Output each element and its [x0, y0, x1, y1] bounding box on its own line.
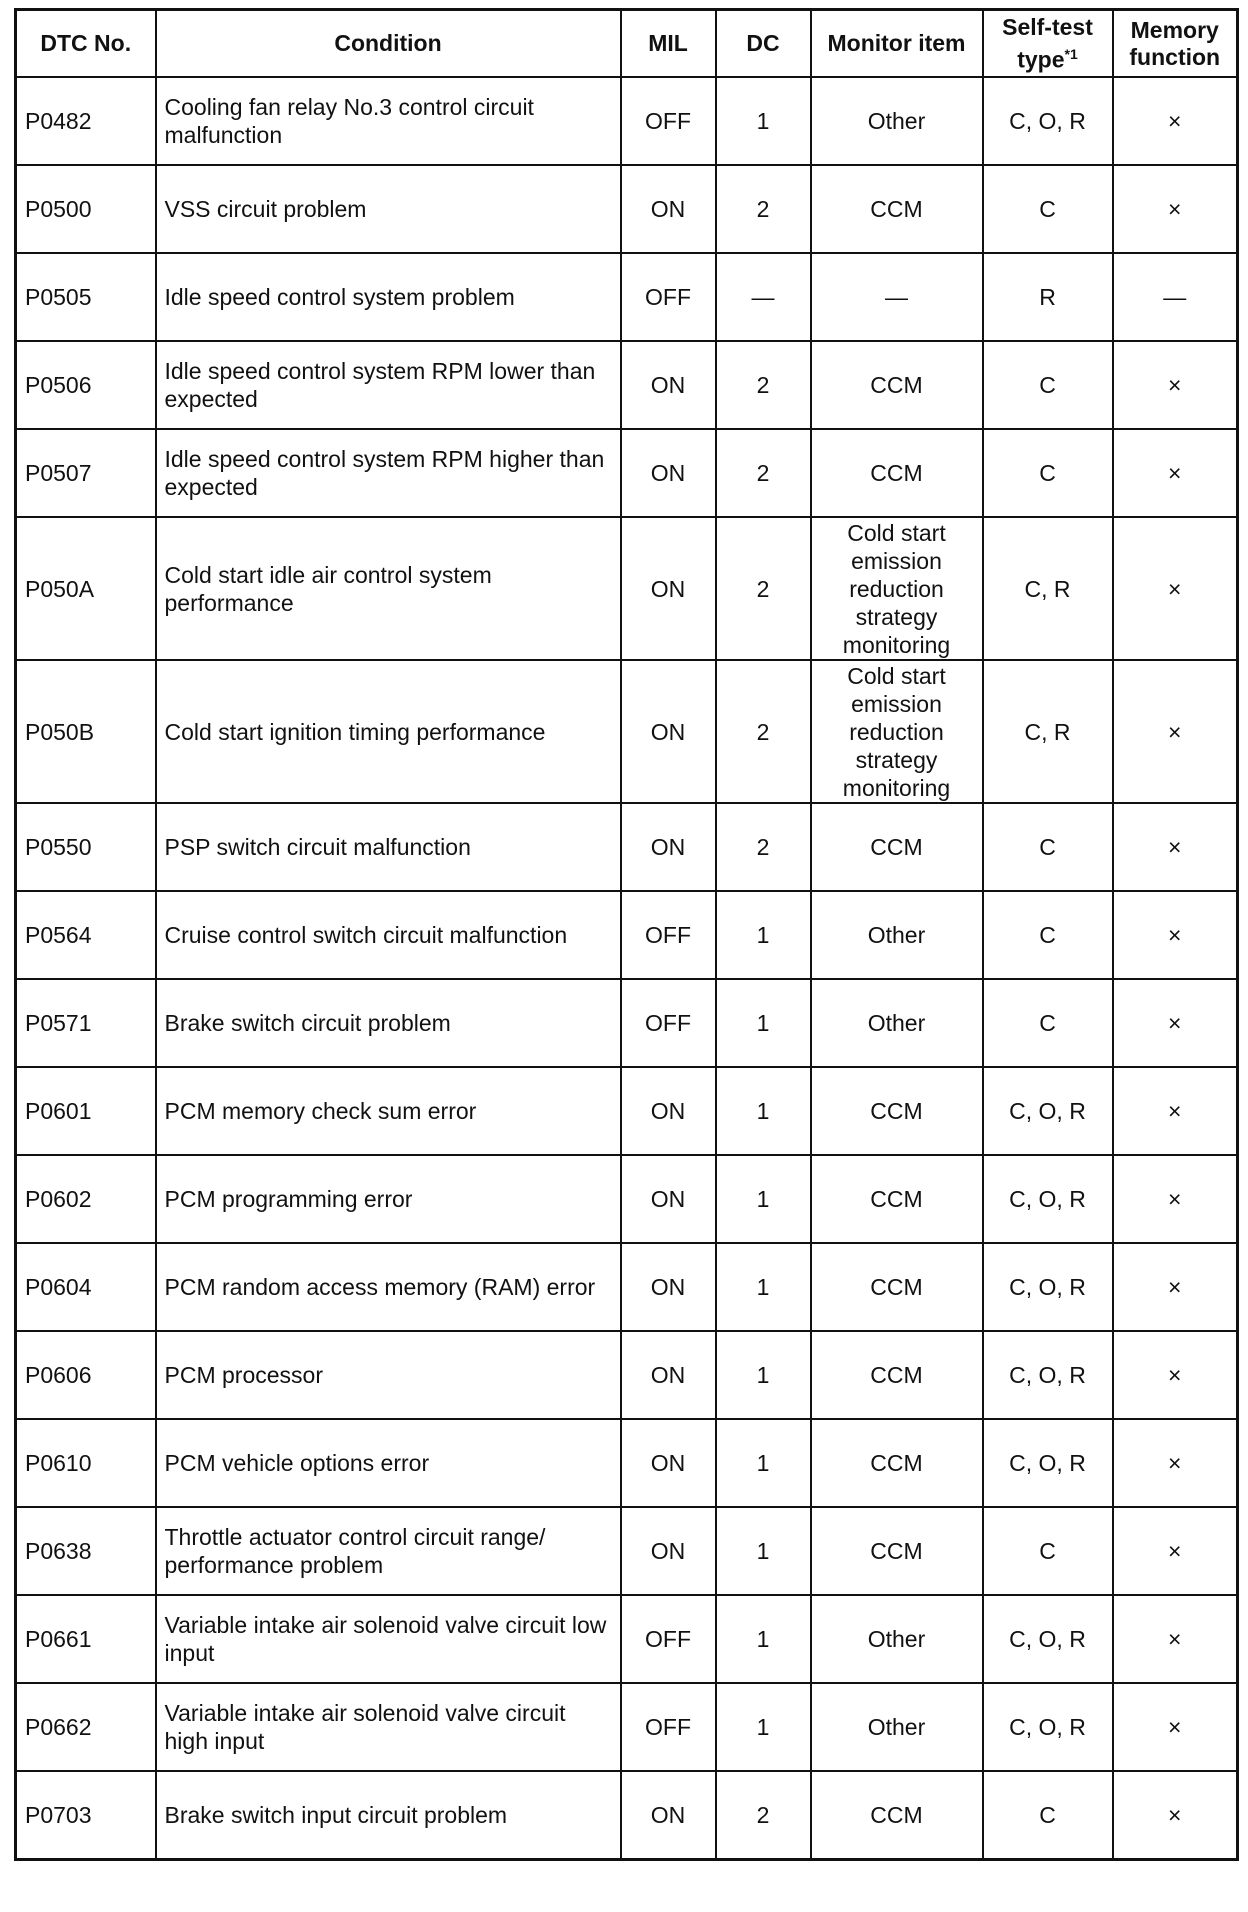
condition-cell: PSP switch circuit malfunction	[156, 803, 621, 891]
memory-function-cell: ×	[1113, 891, 1238, 979]
monitor-item-cell: CCM	[811, 803, 983, 891]
dtc-code-cell: P0662	[16, 1683, 156, 1771]
mil-cell: ON	[621, 1331, 716, 1419]
dtc-code-cell: P050A	[16, 517, 156, 660]
dc-cell: 2	[716, 429, 811, 517]
mil-cell: ON	[621, 803, 716, 891]
header-selftest-line2: type	[1017, 46, 1065, 73]
table-row	[16, 253, 1238, 341]
table-row	[16, 1771, 1238, 1860]
self-test-type-cell: C	[983, 165, 1113, 253]
dtc-code-cell: P0505	[16, 253, 156, 341]
memory-function-cell: ×	[1113, 1595, 1238, 1683]
condition-cell: PCM processor	[156, 1331, 621, 1419]
header-dc: DC	[716, 10, 811, 78]
mil-cell: ON	[621, 1155, 716, 1243]
table-row	[16, 1419, 1238, 1507]
condition-cell: Cooling fan relay No.3 control circuit malfunction	[156, 77, 621, 165]
dtc-code-cell: P0606	[16, 1331, 156, 1419]
monitor-item-cell: CCM	[811, 1419, 983, 1507]
condition-cell: Variable intake air solenoid valve circuit low input	[156, 1595, 621, 1683]
mil-cell: OFF	[621, 1683, 716, 1771]
dtc-code-cell: P0661	[16, 1595, 156, 1683]
monitor-item-cell: CCM	[811, 165, 983, 253]
self-test-type-cell: C	[983, 1771, 1113, 1860]
monitor-item-cell: Other	[811, 891, 983, 979]
mil-cell: OFF	[621, 891, 716, 979]
self-test-type-cell: C, O, R	[983, 1243, 1113, 1331]
monitor-item-cell: CCM	[811, 1155, 983, 1243]
mil-cell: ON	[621, 165, 716, 253]
table-row	[16, 1595, 1238, 1683]
dtc-code-cell: P0564	[16, 891, 156, 979]
dc-cell: 1	[716, 1507, 811, 1595]
memory-function-cell: ×	[1113, 660, 1238, 803]
mil-cell: OFF	[621, 253, 716, 341]
memory-function-cell: ×	[1113, 979, 1238, 1067]
dc-cell: 2	[716, 165, 811, 253]
dc-cell: 2	[716, 341, 811, 429]
dtc-code-cell: P0500	[16, 165, 156, 253]
memory-function-cell: ×	[1113, 341, 1238, 429]
dc-cell: 2	[716, 660, 811, 803]
memory-function-cell: ×	[1113, 1771, 1238, 1860]
dc-cell: 2	[716, 517, 811, 660]
memory-function-cell: ×	[1113, 803, 1238, 891]
table-row	[16, 1243, 1238, 1331]
condition-cell: Idle speed control system problem	[156, 253, 621, 341]
mil-cell: ON	[621, 429, 716, 517]
self-test-type-cell: C, R	[983, 660, 1113, 803]
condition-cell: PCM vehicle options error	[156, 1419, 621, 1507]
dtc-code-cell: P050B	[16, 660, 156, 803]
self-test-type-cell: C, R	[983, 517, 1113, 660]
condition-cell: Throttle actuator control circuit range/ performance problem	[156, 1507, 621, 1595]
mil-cell: OFF	[621, 979, 716, 1067]
table-row	[16, 341, 1238, 429]
header-mil: MIL	[621, 10, 716, 78]
memory-function-cell: ×	[1113, 1067, 1238, 1155]
mil-cell: ON	[621, 341, 716, 429]
monitor-item-cell: Other	[811, 1683, 983, 1771]
dtc-code-cell: P0610	[16, 1419, 156, 1507]
table-row	[16, 429, 1238, 517]
monitor-item-cell: Other	[811, 979, 983, 1067]
dc-cell: 1	[716, 1243, 811, 1331]
table-row	[16, 1331, 1238, 1419]
condition-cell: Variable intake air solenoid valve circuit high input	[156, 1683, 621, 1771]
table-row	[16, 1067, 1238, 1155]
dc-cell: 1	[716, 1683, 811, 1771]
dc-cell: 1	[716, 77, 811, 165]
condition-cell: VSS circuit problem	[156, 165, 621, 253]
monitor-item-cell: CCM	[811, 1243, 983, 1331]
self-test-type-cell: C, O, R	[983, 1595, 1113, 1683]
self-test-type-cell: R	[983, 253, 1113, 341]
monitor-item-cell: —	[811, 253, 983, 341]
dc-cell: 1	[716, 1067, 811, 1155]
table-row	[16, 517, 1238, 660]
mil-cell: ON	[621, 1243, 716, 1331]
dtc-code-cell: P0506	[16, 341, 156, 429]
table-row	[16, 1155, 1238, 1243]
mil-cell: ON	[621, 517, 716, 660]
mil-cell: ON	[621, 1771, 716, 1860]
dc-cell: 1	[716, 891, 811, 979]
memory-function-cell: ×	[1113, 429, 1238, 517]
dc-cell: 1	[716, 1331, 811, 1419]
memory-function-cell: ×	[1113, 1331, 1238, 1419]
table-row	[16, 165, 1238, 253]
mil-cell: ON	[621, 1507, 716, 1595]
header-selftest-line1: Self-test	[1002, 13, 1093, 40]
self-test-type-cell: C, O, R	[983, 1067, 1113, 1155]
condition-cell: Idle speed control system RPM higher than expected	[156, 429, 621, 517]
header-monitor: Monitor item	[811, 10, 983, 78]
self-test-type-cell: C	[983, 891, 1113, 979]
dtc-code-cell: P0602	[16, 1155, 156, 1243]
header-memory-line2: function	[1129, 43, 1221, 70]
table-row	[16, 77, 1238, 165]
self-test-type-cell: C, O, R	[983, 1683, 1113, 1771]
monitor-item-cell: Other	[811, 1595, 983, 1683]
header-selftest-footnote: *1	[1064, 45, 1078, 62]
memory-function-cell: ×	[1113, 1419, 1238, 1507]
monitor-item-cell: CCM	[811, 1331, 983, 1419]
memory-function-cell: ×	[1113, 517, 1238, 660]
self-test-type-cell: C, O, R	[983, 1331, 1113, 1419]
dtc-code-cell: P0601	[16, 1067, 156, 1155]
dc-cell: 1	[716, 1595, 811, 1683]
memory-function-cell: ×	[1113, 1155, 1238, 1243]
dc-cell: —	[716, 253, 811, 341]
mil-cell: OFF	[621, 77, 716, 165]
table-row	[16, 1507, 1238, 1595]
mil-cell: ON	[621, 1067, 716, 1155]
memory-function-cell: ×	[1113, 1683, 1238, 1771]
mil-cell: OFF	[621, 1595, 716, 1683]
self-test-type-cell: C, O, R	[983, 1419, 1113, 1507]
condition-cell: PCM memory check sum error	[156, 1067, 621, 1155]
memory-function-cell: ×	[1113, 1507, 1238, 1595]
dtc-code-cell: P0507	[16, 429, 156, 517]
condition-cell: Brake switch circuit problem	[156, 979, 621, 1067]
self-test-type-cell: C	[983, 1507, 1113, 1595]
table-body	[16, 77, 1238, 1860]
memory-function-cell: ×	[1113, 77, 1238, 165]
self-test-type-cell: C	[983, 341, 1113, 429]
header-condition: Condition	[156, 10, 621, 78]
monitor-item-cell: CCM	[811, 1507, 983, 1595]
table-row	[16, 660, 1238, 803]
memory-function-cell: ×	[1113, 165, 1238, 253]
self-test-type-cell: C	[983, 979, 1113, 1067]
dc-cell: 2	[716, 803, 811, 891]
table-row	[16, 979, 1238, 1067]
dc-cell: 1	[716, 1419, 811, 1507]
monitor-item-cell: Cold start emission reduction strategy monitoring	[811, 517, 983, 660]
monitor-item-cell: CCM	[811, 1067, 983, 1155]
dtc-code-cell: P0571	[16, 979, 156, 1067]
header-selftest	[983, 10, 1113, 78]
dtc-table	[14, 8, 1239, 1861]
dc-cell: 1	[716, 1155, 811, 1243]
dtc-code-cell: P0638	[16, 1507, 156, 1595]
header-memory-line1: Memory	[1130, 16, 1219, 43]
dtc-code-cell: P0604	[16, 1243, 156, 1331]
table-row	[16, 891, 1238, 979]
mil-cell: ON	[621, 660, 716, 803]
header-memory	[1113, 10, 1238, 78]
condition-cell: Cruise control switch circuit malfunction	[156, 891, 621, 979]
condition-cell: Cold start idle air control system performance	[156, 517, 621, 660]
dtc-code-cell: P0482	[16, 77, 156, 165]
self-test-type-cell: C, O, R	[983, 1155, 1113, 1243]
dc-cell: 2	[716, 1771, 811, 1860]
monitor-item-cell: CCM	[811, 341, 983, 429]
table-row	[16, 1683, 1238, 1771]
monitor-item-cell: Cold start emission reduction strategy monitoring	[811, 660, 983, 803]
dc-cell: 1	[716, 979, 811, 1067]
dtc-code-cell: P0550	[16, 803, 156, 891]
self-test-type-cell: C	[983, 803, 1113, 891]
memory-function-cell: ×	[1113, 1243, 1238, 1331]
self-test-type-cell: C, O, R	[983, 77, 1113, 165]
header-row	[16, 10, 1238, 78]
condition-cell: PCM random access memory (RAM) error	[156, 1243, 621, 1331]
mil-cell: ON	[621, 1419, 716, 1507]
dtc-code-cell: P0703	[16, 1771, 156, 1860]
condition-cell: Cold start ignition timing performance	[156, 660, 621, 803]
table-row	[16, 803, 1238, 891]
monitor-item-cell: Other	[811, 77, 983, 165]
monitor-item-cell: CCM	[811, 429, 983, 517]
header-dtc: DTC No.	[16, 10, 156, 78]
self-test-type-cell: C	[983, 429, 1113, 517]
memory-function-cell: —	[1113, 253, 1238, 341]
monitor-item-cell: CCM	[811, 1771, 983, 1860]
condition-cell: Brake switch input circuit problem	[156, 1771, 621, 1860]
condition-cell: PCM programming error	[156, 1155, 621, 1243]
condition-cell: Idle speed control system RPM lower than expected	[156, 341, 621, 429]
